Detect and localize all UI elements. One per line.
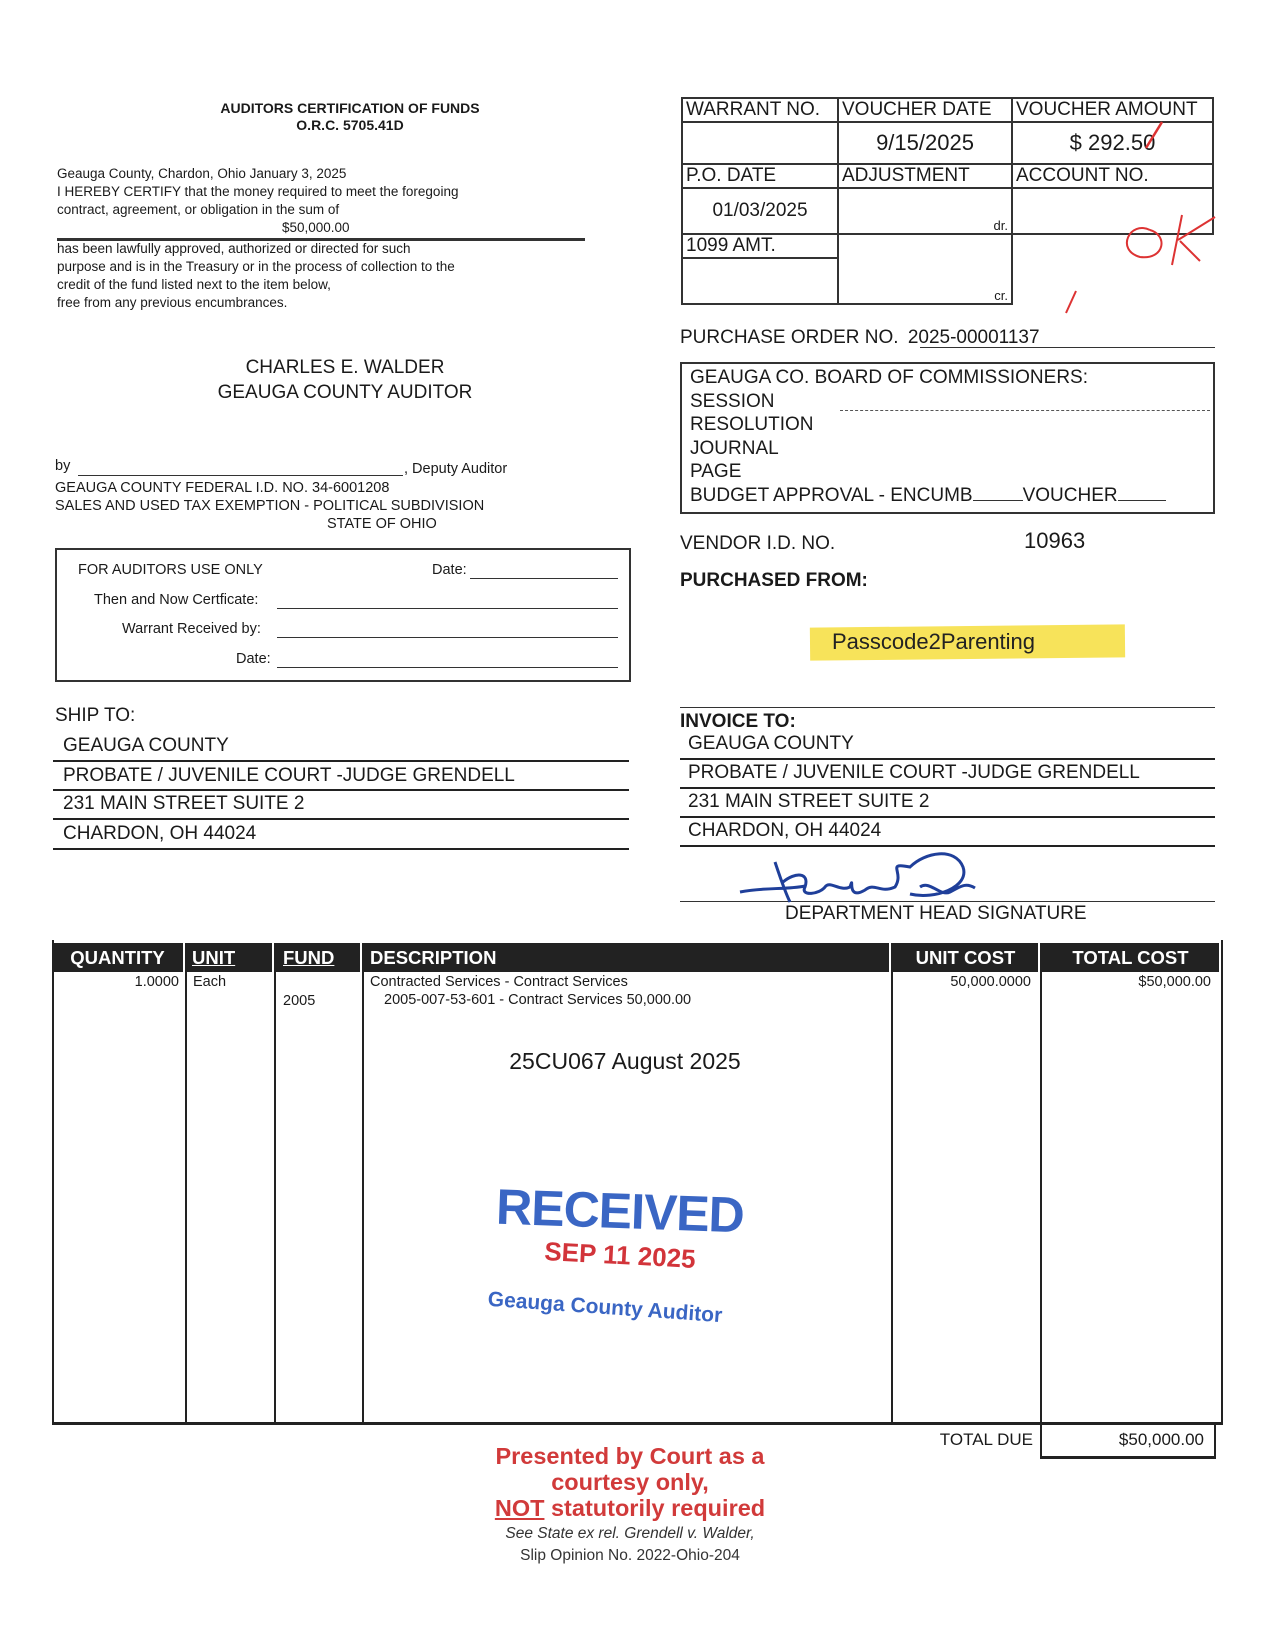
po-date-value[interactable]: 01/03/2025 bbox=[682, 188, 838, 234]
auditors-use-date2-field[interactable] bbox=[277, 667, 618, 668]
red-ok-mark-icon bbox=[1120, 205, 1220, 275]
total-due-label: TOTAL DUE bbox=[939, 1430, 1033, 1449]
certification-text-2: contract, agreement, or obligation in the sum of bbox=[57, 202, 340, 217]
tax-info-block bbox=[55, 479, 575, 533]
vendor-name[interactable]: Passcode2Parenting bbox=[832, 629, 1036, 654]
header-fund: FUND bbox=[276, 943, 360, 972]
ship-to-line-4: CHARDON, OH 44024 bbox=[63, 823, 257, 844]
deputy-auditor-label: , Deputy Auditor bbox=[404, 461, 508, 477]
auditor-block bbox=[0, 355, 690, 405]
header-description: DESCRIPTION bbox=[364, 943, 889, 972]
voucher-label: VOUCHER bbox=[1022, 484, 1118, 506]
ship-to-line-2: PROBATE / JUVENILE COURT -JUDGE GRENDELL bbox=[63, 765, 515, 786]
auditor-name: CHARLES E. WALDER bbox=[245, 357, 445, 378]
invoice-to-rule-2 bbox=[680, 787, 1215, 789]
adjustment-cr[interactable]: cr. bbox=[838, 234, 1012, 304]
certification-text-cont bbox=[57, 240, 577, 312]
certification-amount: $50,000.00 bbox=[282, 220, 350, 235]
invoice-to-line-2: PROBATE / JUVENILE COURT -JUDGE GRENDELL bbox=[688, 762, 1140, 783]
budget-approval-label: BUDGET APPROVAL - ENCUMB bbox=[690, 484, 973, 506]
then-now-label: Then and Now Certficate: bbox=[94, 592, 259, 608]
voucher-field[interactable] bbox=[1118, 500, 1166, 501]
courtesy-note-1: Presented by Court as a bbox=[495, 1443, 765, 1469]
certification-text-3: has been lawfully approved, authorized or directed for such bbox=[57, 241, 411, 256]
purchase-order-number[interactable]: 2025-00001137 bbox=[907, 327, 1040, 348]
amt-1099-field[interactable] bbox=[682, 258, 838, 304]
purchase-order-row bbox=[680, 327, 1040, 349]
header-quantity: QUANTITY bbox=[52, 943, 183, 972]
voucher-date-value[interactable]: 9/15/2025 bbox=[838, 122, 1012, 164]
commissioners-box bbox=[680, 362, 1215, 514]
item-note: 25CU067 August 2025 bbox=[509, 1048, 741, 1074]
item-description-2: 2005-007-53-601 - Contract Services 50,000.00 bbox=[384, 992, 692, 1008]
certification-statute: O.R.C. 5705.41D bbox=[296, 117, 404, 133]
header-unit-cost: UNIT COST bbox=[893, 943, 1038, 972]
invoice-to-line-3: 231 MAIN STREET SUITE 2 bbox=[688, 791, 930, 812]
adjustment-dr[interactable]: dr. bbox=[838, 188, 1012, 234]
auditors-use-date-label: Date: bbox=[432, 562, 467, 578]
header-unit: UNIT bbox=[187, 943, 272, 972]
commissioners-title: GEAUGA CO. BOARD OF COMMISSIONERS: bbox=[690, 367, 1088, 388]
col-divider-4 bbox=[891, 943, 893, 1422]
invoice-to-top-rule bbox=[680, 707, 1215, 708]
invoice-to-line-4: CHARDON, OH 44024 bbox=[688, 820, 882, 841]
col-divider-3 bbox=[362, 943, 364, 1422]
item-fund: 2005 bbox=[283, 993, 316, 1009]
ship-to-rule-2 bbox=[53, 789, 629, 791]
signature-label: DEPARTMENT HEAD SIGNATURE bbox=[785, 903, 1087, 924]
commissioners-session: SESSION bbox=[690, 390, 775, 412]
commissioners-budget-row bbox=[690, 484, 1213, 508]
ship-to-label: SHIP TO: bbox=[55, 705, 136, 726]
col-divider-1 bbox=[185, 943, 187, 1422]
citation-1: See State ex rel. Grendell v. Walder, bbox=[505, 1525, 755, 1542]
state-label: STATE OF OHIO bbox=[327, 516, 437, 532]
header-total-cost: TOTAL COST bbox=[1042, 943, 1219, 972]
adjustment-label: ADJUSTMENT bbox=[838, 164, 1012, 188]
voucher-date-label: VOUCHER DATE bbox=[838, 98, 1012, 122]
ship-to-rule-4 bbox=[53, 848, 629, 850]
item-unit-cost: 50,000.0000 bbox=[950, 974, 1031, 990]
commissioners-page: PAGE bbox=[690, 461, 742, 482]
courtesy-note-2: courtesy only, bbox=[551, 1469, 709, 1495]
ship-to-line-3: 231 MAIN STREET SUITE 2 bbox=[63, 793, 305, 814]
item-description-1: Contracted Services - Contract Services bbox=[370, 974, 628, 990]
ship-to-rule-1 bbox=[53, 760, 629, 762]
session-line bbox=[840, 410, 1210, 411]
commissioners-resolution: RESOLUTION bbox=[690, 414, 814, 435]
courtesy-note-3 bbox=[380, 1495, 880, 1521]
stamp-date: SEP 11 2025 bbox=[543, 1236, 697, 1274]
col-divider-2 bbox=[274, 943, 276, 1422]
certification-title: AUDITORS CERTIFICATION OF FUNDS bbox=[220, 100, 480, 116]
certification-text-6: free from any previous encumbrances. bbox=[57, 295, 288, 310]
tax-exemption: SALES AND USED TAX EXEMPTION - POLITICAL SUBDIVISION bbox=[55, 498, 485, 514]
certification-title-block bbox=[0, 100, 700, 134]
certification-text-1: I HEREBY CERTIFY that the money required to meet the foregoing bbox=[57, 184, 459, 199]
warrant-no-field[interactable] bbox=[682, 122, 838, 164]
item-quantity: 1.0000 bbox=[134, 974, 179, 990]
certification-text-5: credit of the fund listed next to the item below, bbox=[57, 277, 331, 292]
department-head-signature-icon bbox=[735, 832, 1015, 912]
auditors-use-date-field[interactable] bbox=[470, 578, 618, 579]
auditors-use-title: FOR AUDITORS USE ONLY bbox=[78, 562, 263, 578]
po-date-label: P.O. DATE bbox=[682, 164, 838, 188]
stamp-office: Geauga County Auditor bbox=[487, 1287, 723, 1328]
total-due-value: $50,000.00 bbox=[1118, 1430, 1204, 1449]
federal-id: GEAUGA COUNTY FEDERAL I.D. NO. 34-6001208 bbox=[55, 480, 390, 496]
certification-text-4: purpose and is in the Treasury or in the process of collection to the bbox=[57, 259, 455, 274]
auditors-use-date2-label: Date: bbox=[236, 651, 271, 667]
purchased-from-label: PURCHASED FROM: bbox=[680, 570, 868, 591]
invoice-to-line-1: GEAUGA COUNTY bbox=[688, 733, 854, 754]
purchase-order-underline bbox=[920, 347, 1215, 348]
item-unit: Each bbox=[193, 974, 227, 990]
ship-to-line-1: GEAUGA COUNTY bbox=[63, 735, 229, 756]
citation-2: Slip Opinion No. 2022-Ohio-204 bbox=[520, 1547, 740, 1564]
red-tick-icon bbox=[1060, 288, 1085, 318]
warrant-received-label: Warrant Received by: bbox=[122, 621, 261, 637]
warrant-no-label: WARRANT NO. bbox=[682, 98, 838, 122]
voucher-amount-value[interactable]: $ 292.50 bbox=[1012, 122, 1213, 164]
courtesy-note-rest: statutorily required bbox=[544, 1495, 766, 1521]
amt-1099-label: 1099 AMT. bbox=[682, 234, 838, 258]
invoice-to-rule-3 bbox=[680, 816, 1215, 818]
courtesy-note-not: NOT bbox=[494, 1495, 545, 1521]
stamp-received: RECEIVED bbox=[495, 1178, 745, 1244]
invoice-to-label: INVOICE TO: bbox=[680, 711, 796, 732]
deputy-signature-line[interactable] bbox=[78, 475, 403, 476]
vendor-id-label: VENDOR I.D. NO. bbox=[680, 533, 836, 554]
certification-location-date: Geauga County, Chardon, Ohio January 3, 2025 bbox=[57, 166, 347, 181]
col-divider-5 bbox=[1040, 943, 1042, 1422]
item-total-cost: $50,000.00 bbox=[1138, 974, 1211, 990]
purchase-order-label: PURCHASE ORDER NO. bbox=[680, 327, 899, 348]
vendor-id-value[interactable]: 10963 bbox=[1024, 528, 1086, 553]
by-label: by bbox=[55, 458, 71, 474]
commissioners-journal: JOURNAL bbox=[690, 437, 779, 459]
auditor-title: GEAUGA COUNTY AUDITOR bbox=[217, 382, 473, 403]
encumb-field[interactable] bbox=[973, 500, 1023, 501]
invoice-to-rule-1 bbox=[680, 758, 1215, 760]
ship-to-rule-3 bbox=[53, 818, 629, 820]
warrant-received-field[interactable] bbox=[277, 637, 618, 638]
then-now-field[interactable] bbox=[277, 608, 618, 609]
certification-text bbox=[57, 165, 577, 237]
red-check-icon bbox=[1140, 118, 1170, 158]
account-no-label: ACCOUNT NO. bbox=[1012, 164, 1213, 188]
voucher-amount-label: VOUCHER AMOUNT bbox=[1012, 98, 1213, 122]
